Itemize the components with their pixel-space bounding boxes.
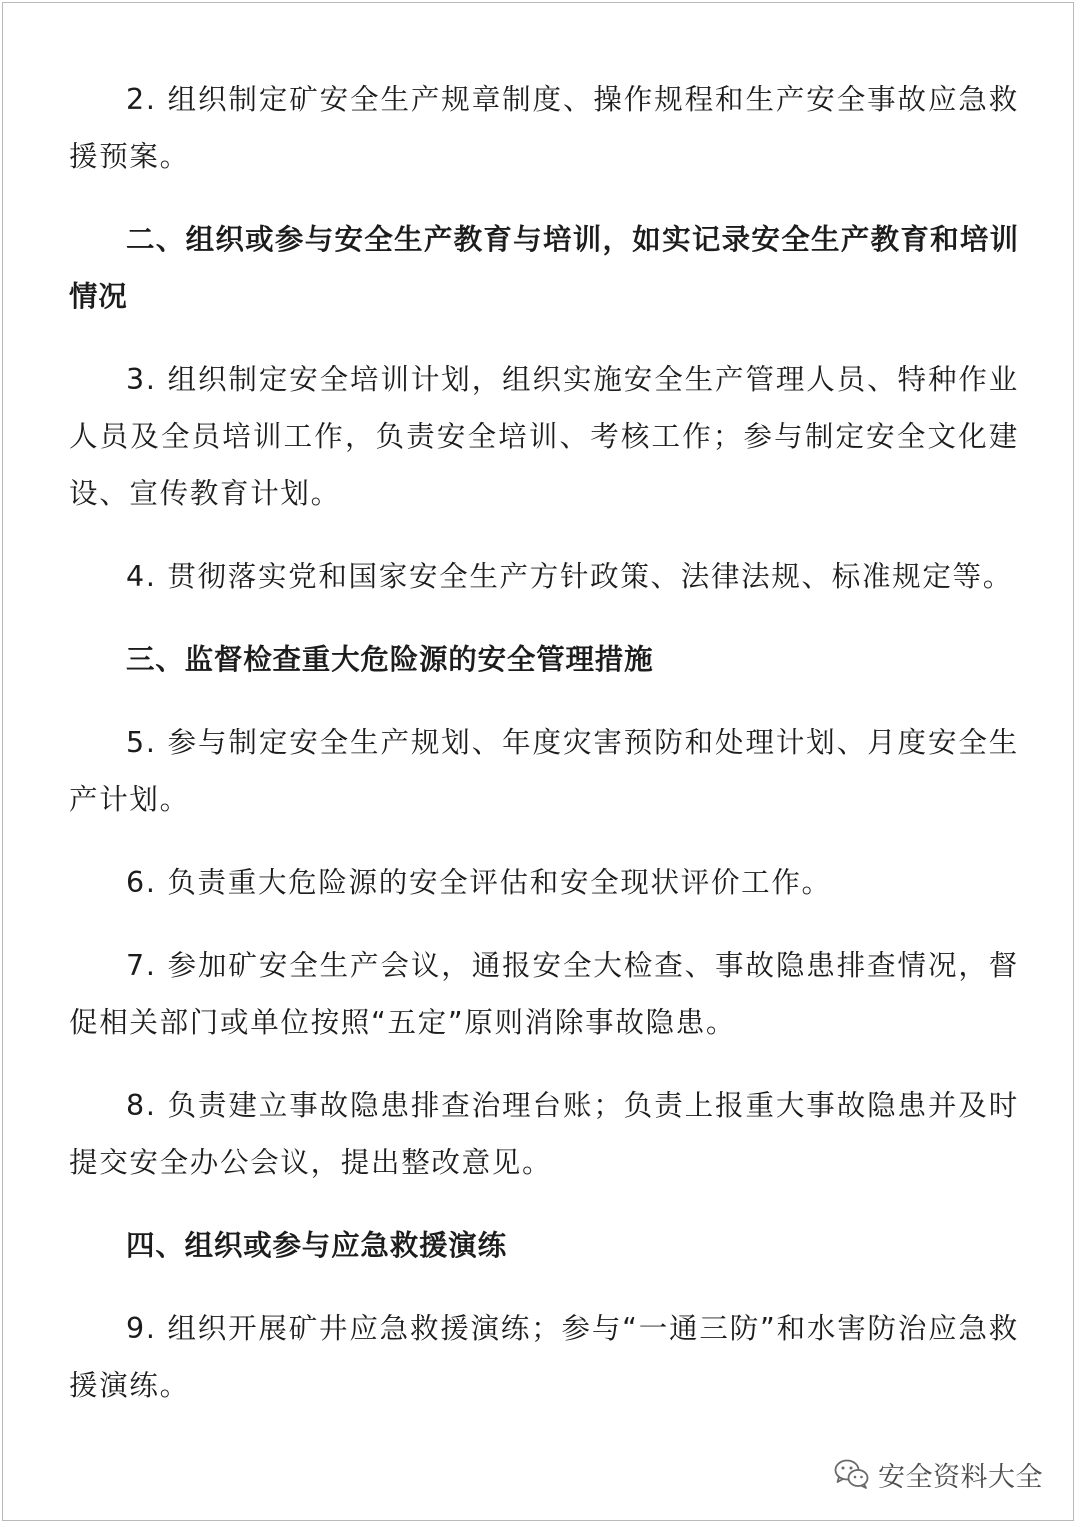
wechat-icon: [834, 1458, 870, 1490]
item-5: 5. 参与制定安全生产规划、年度灾害预防和处理计划、月度安全生产计划。: [69, 726, 1019, 816]
item-6: 6. 负责重大危险源的安全评估和安全现状评价工作。: [126, 866, 832, 899]
item-8: 8. 负责建立事故隐患排查治理台账；负责上报重大事故隐患并及时提交安全办公会议，提出整改意见。: [69, 1089, 1019, 1179]
section-heading-4: 四、组织或参与应急救援演练: [126, 1229, 507, 1262]
item-2: 2. 组织制定矿安全生产规章制度、操作规程和生产安全事故应急救援预案。: [69, 83, 1019, 173]
document-body: [69, 71, 1019, 1414]
document-page: [2, 2, 1074, 1521]
item-9: 9. 组织开展矿井应急救援演练；参与“一通三防”和水害防治应急救援演练。: [69, 1312, 1019, 1402]
section-heading-2: 二、组织或参与安全生产教育与培训，如实记录安全生产教育和培训情况: [69, 223, 1019, 313]
item-4: 4. 贯彻落实党和国家安全生产方针政策、法律法规、标准规定等。: [126, 560, 1013, 593]
section-heading-3: 三、监督检查重大危险源的安全管理措施: [126, 643, 654, 676]
item-7: 7. 参加矿安全生产会议，通报安全大检查、事故隐患排查情况，督促相关部门或单位按照“五定”原则消除事故隐患。: [69, 949, 1019, 1039]
watermark-text: 安全资料大全: [878, 1461, 1043, 1493]
item-3: 3. 组织制定安全培训计划，组织实施安全生产管理人员、特种作业人员及全员培训工作，负责安全培训、考核工作；参与制定安全文化建设、宣传教育计划。: [69, 363, 1019, 510]
watermark: [834, 1454, 1043, 1494]
